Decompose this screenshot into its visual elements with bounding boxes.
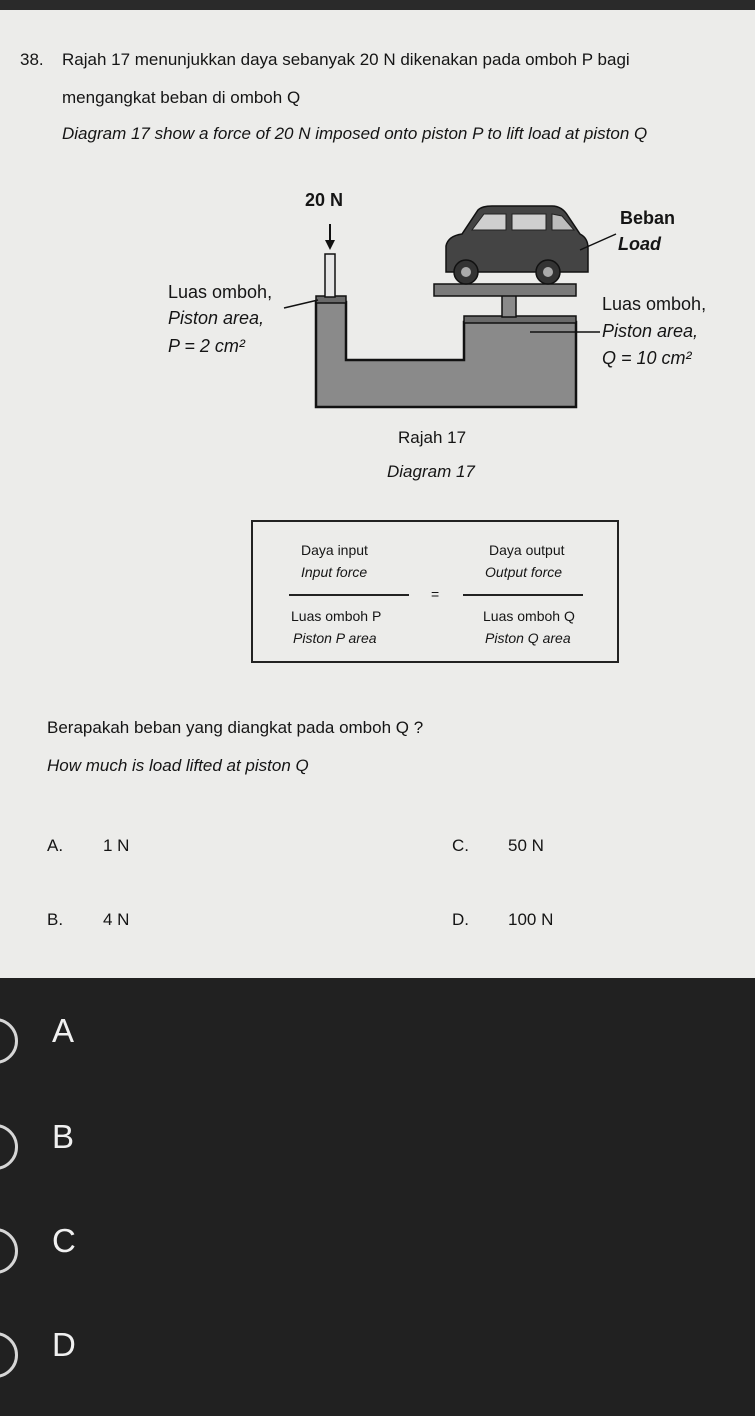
formula-left-numerator-en: Input force	[301, 564, 368, 580]
left-area-value: P = 2 cm²	[168, 336, 245, 356]
option-d-letter: D.	[452, 910, 469, 929]
option-d-value: 100 N	[508, 910, 554, 929]
radio-icon[interactable]	[0, 1228, 18, 1274]
question-text-en: Diagram 17 show a force of 20 N imposed onto piston P to lift load at piston Q	[62, 124, 648, 143]
option-a-letter: A.	[47, 836, 64, 855]
option-c-letter: C.	[452, 836, 469, 855]
piston-q	[464, 316, 576, 323]
question-number: 38.	[20, 50, 44, 69]
answer-choice-b[interactable]	[0, 1102, 755, 1202]
load-label-en: Load	[618, 234, 661, 254]
radio-icon[interactable]	[0, 1332, 18, 1378]
option-b-letter: B.	[47, 910, 64, 929]
question-text-ms-line1: Rajah 17 menunjukkan daya sebanyak 20 N dikenakan pada omboh P bagi	[62, 50, 630, 69]
answer-label: C	[52, 1222, 76, 1259]
option-c-value: 50 N	[508, 836, 544, 855]
formula-left-denominator-en: Piston P area	[293, 630, 377, 646]
left-area-label-ms: Luas omboh,	[168, 282, 273, 302]
piston-q-rod	[502, 295, 516, 317]
answer-choice-c[interactable]	[0, 1206, 755, 1306]
formula-right-denominator-en: Piston Q area	[485, 630, 571, 646]
formula-left-denominator-ms: Luas omboh P	[291, 608, 382, 624]
car-load-icon	[446, 206, 588, 284]
diagram-caption-en: Diagram 17	[387, 462, 475, 481]
force-label: 20 N	[305, 190, 344, 210]
answer-choice-d[interactable]	[0, 1310, 755, 1410]
right-area-label-en: Piston area,	[602, 321, 699, 341]
formula-equals: =	[431, 586, 440, 602]
right-area-value: Q = 10 cm²	[602, 348, 692, 368]
answer-choice-a[interactable]	[0, 996, 755, 1096]
load-platform	[434, 284, 576, 296]
formula-right-fraction-bar	[463, 594, 583, 596]
formula-right-denominator-ms: Luas omboh Q	[483, 608, 575, 624]
radio-icon[interactable]	[0, 1124, 18, 1170]
formula-right-numerator-en: Output force	[485, 564, 563, 580]
answer-list	[0, 978, 755, 1416]
left-area-label-en: Piston area,	[168, 308, 265, 328]
ask-text-en: How much is load lifted at piston Q	[47, 756, 309, 775]
piston-p-rod	[325, 254, 335, 297]
option-b-value: 4 N	[103, 910, 130, 929]
leader-left-area	[284, 300, 318, 308]
option-a-value: 1 N	[103, 836, 130, 855]
right-area-label-ms: Luas omboh,	[602, 294, 707, 314]
answer-label: A	[52, 1012, 75, 1049]
formula-right-numerator-ms: Daya output	[489, 542, 565, 558]
formula-left-fraction-bar	[289, 594, 409, 596]
radio-icon[interactable]	[0, 1018, 18, 1064]
formula-box	[251, 520, 619, 663]
top-bar	[0, 0, 755, 10]
force-arrow-head	[325, 240, 335, 250]
answer-label: B	[52, 1118, 75, 1155]
question-text-ms-line2: mengangkat beban di omboh Q	[62, 88, 301, 107]
question-sheet	[0, 10, 755, 978]
formula-left-numerator-ms: Daya input	[301, 542, 368, 558]
diagram-caption-ms: Rajah 17	[398, 428, 467, 447]
ask-text-ms: Berapakah beban yang diangkat pada omboh Q ?	[47, 718, 424, 737]
load-label-ms: Beban	[620, 208, 676, 228]
answer-label: D	[52, 1326, 76, 1363]
